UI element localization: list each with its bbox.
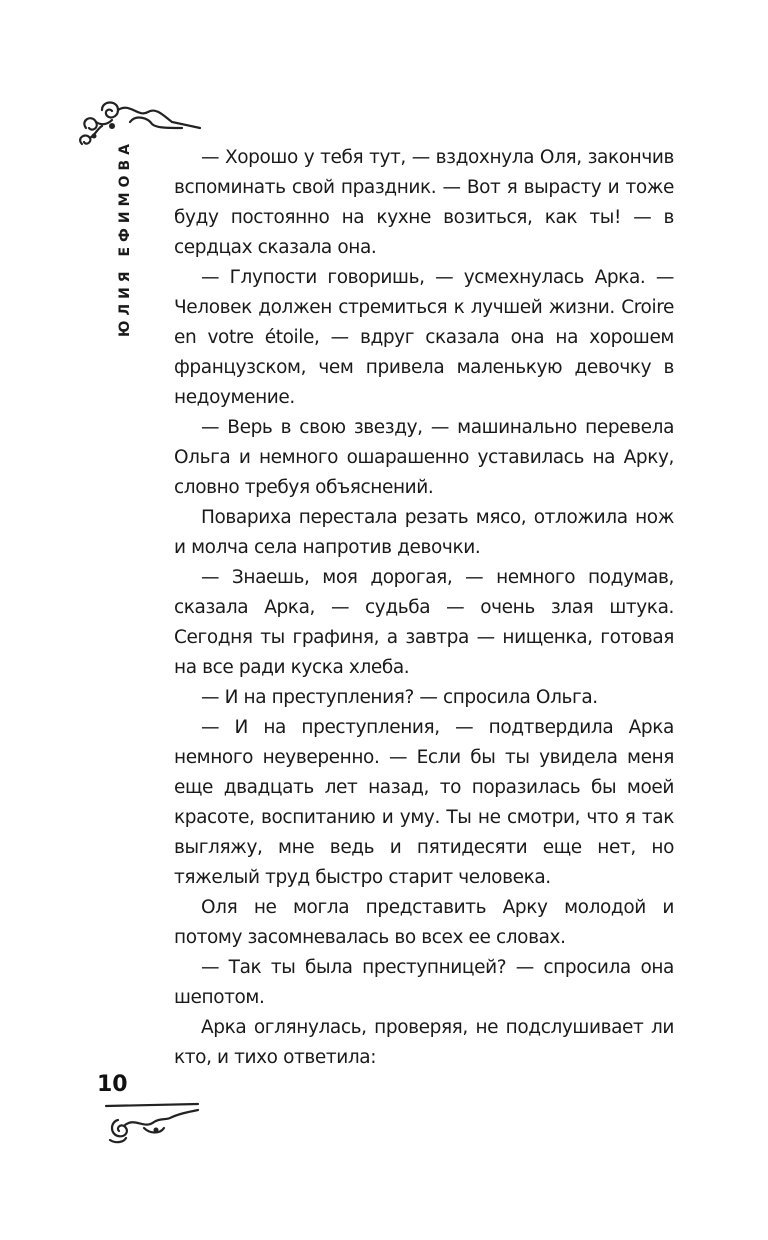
- paragraph: Оля не могла представить Арку молодой и потому засомневалась во всех ее словах.: [174, 897, 674, 948]
- paragraph: — И на преступления? — спросила Ольга.: [201, 687, 598, 708]
- paragraph: — Хорошо у тебя тут, — вздохнула Оля, закончив вспоминать свой праздник. — Вот я вырасту и тоже буду постоянно на кухне возиться, как ты! — в сердцах сказала она.: [174, 147, 674, 258]
- running-head-author: [111, 139, 139, 337]
- paragraph: Повариха перестала резать мясо, отложила нож и молча села напротив девочки.: [174, 507, 674, 558]
- paragraph: — Знаешь, моя дорогая, — немного подумав, сказала Арка, — судьба — очень злая штука. Сегодня ты графиня, а завтра — нищенка, готовая на все ради куска хлеба.: [174, 567, 674, 678]
- paragraph: — Верь в свою звезду, — машинально перевела Ольга и немного ошарашенно уставилась на Арку, словно требуя объяснений.: [174, 417, 674, 498]
- paragraph: Арка оглянулась, проверяя, не подслушивает ли кто, и тихо ответила:: [174, 1017, 674, 1068]
- running-head-text: ЮЛИЯ ЕФИМОВА: [117, 139, 133, 337]
- body-text: [174, 143, 674, 1073]
- paragraph: — Глупости говоришь, — усмехнулась Арка. — Человек должен стремиться к лучшей жизни. Croire en votre étoile, — вдруг сказала она на хорошем французском, чем привела маленькую девочку в недоумение.: [174, 267, 674, 408]
- paragraph: — Так ты была преступницей? — спросила она шепотом.: [174, 957, 674, 1008]
- paragraph: — И на преступления, — подтвердила Арка немного неуверенно. — Если бы ты увидела меня еще двадцать лет назад, то поразилась бы моей красоте, воспитанию и уму. Ты не смотри, что я так выгляжу, мне ведь и пятидесяти еще нет, но тяжелый труд быстро старит человека.: [174, 717, 674, 888]
- ornament-bottom-flourish: [104, 1100, 200, 1146]
- page-number: 10: [97, 1072, 128, 1097]
